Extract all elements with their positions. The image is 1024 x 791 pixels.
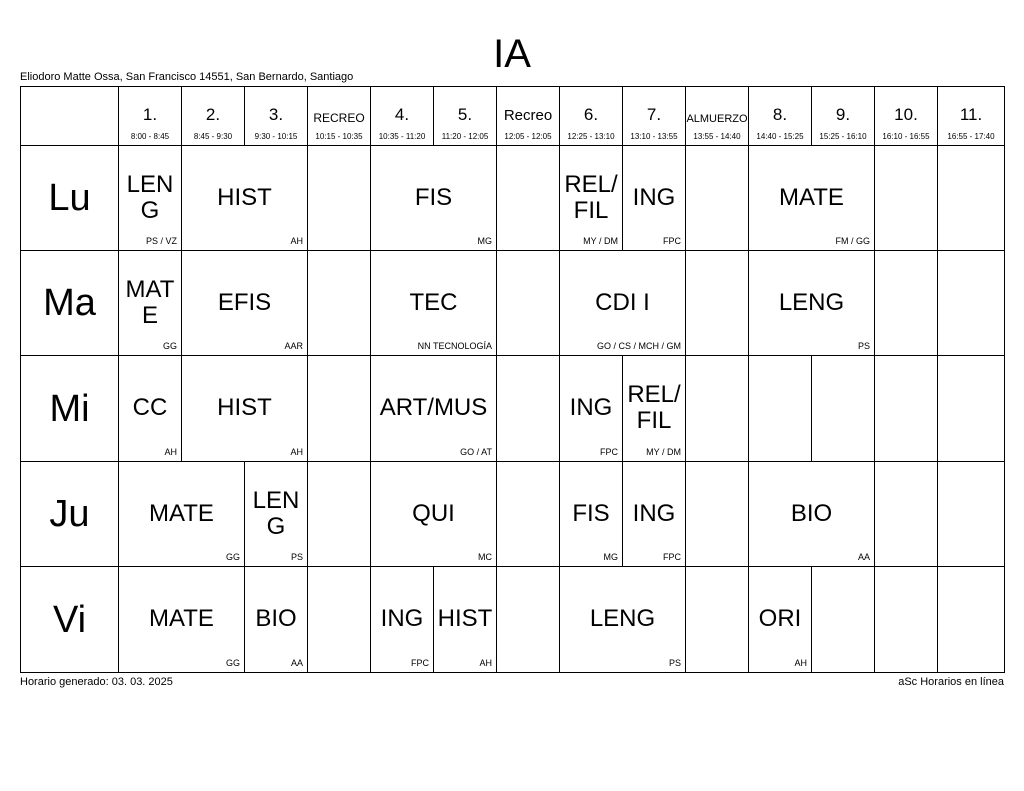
empty-slot — [874, 145, 938, 251]
lesson-subject: HIST — [217, 394, 272, 421]
day-label-cell — [20, 250, 119, 356]
lesson-teacher: MC — [478, 552, 492, 562]
empty-slot — [937, 145, 1005, 251]
lesson-subject: MATE — [149, 500, 214, 527]
period-time: 10:15 - 10:35 — [315, 132, 363, 141]
lesson-subject: REL/FIL — [564, 171, 618, 224]
lesson-subject: CDI I — [595, 289, 650, 316]
lesson-cell — [748, 145, 875, 251]
lesson-teacher: FM / GG — [835, 236, 870, 246]
lesson-cell — [622, 145, 686, 251]
lesson-teacher: FPC — [411, 658, 429, 668]
period-header — [559, 86, 623, 146]
day-label-cell — [20, 355, 119, 462]
lesson-cell — [559, 355, 623, 462]
lesson-teacher: FPC — [663, 552, 681, 562]
empty-slot — [874, 250, 938, 356]
empty-slot — [685, 145, 749, 251]
period-header — [811, 86, 875, 146]
period-time: 14:40 - 15:25 — [756, 132, 804, 141]
corner-cell — [20, 86, 119, 146]
period-label: 2. — [205, 105, 221, 124]
empty-slot — [685, 250, 749, 356]
lesson-cell — [181, 355, 308, 462]
lesson-subject: MATE — [125, 276, 175, 329]
period-header — [181, 86, 245, 146]
period-label: 11. — [959, 105, 983, 124]
lesson-teacher: AH — [290, 447, 303, 457]
lesson-subject: FIS — [572, 500, 610, 527]
lesson-teacher: AAR — [284, 341, 303, 351]
lesson-teacher: MG — [603, 552, 618, 562]
lesson-cell — [433, 566, 497, 673]
lesson-subject: ING — [380, 605, 424, 632]
lesson-subject: LENG — [589, 605, 656, 632]
timetable-title: IA — [493, 32, 531, 76]
period-time: 13:10 - 13:55 — [630, 132, 678, 141]
lesson-teacher: AH — [479, 658, 492, 668]
day-label: Lu — [48, 177, 91, 219]
period-header — [244, 86, 308, 146]
school-address: Eliodoro Matte Ossa, San Francisco 14551, San Bernardo, Santiago — [20, 71, 354, 83]
lesson-subject: ART/MUS — [379, 394, 488, 421]
empty-slot — [307, 566, 371, 673]
day-label-cell — [20, 461, 119, 567]
day-label: Ma — [43, 282, 96, 324]
lesson-cell — [370, 250, 497, 356]
day-label-cell — [20, 145, 119, 251]
lesson-teacher: MY / DM — [646, 447, 681, 457]
period-label: 7. — [646, 105, 662, 124]
empty-slot — [685, 461, 749, 567]
period-header — [874, 86, 938, 146]
lesson-teacher: GO / AT — [460, 447, 492, 457]
lesson-cell — [370, 355, 497, 462]
period-header — [937, 86, 1005, 146]
lesson-cell — [118, 355, 182, 462]
lesson-cell — [370, 566, 434, 673]
lesson-cell — [748, 461, 875, 567]
lesson-teacher: GG — [225, 552, 240, 562]
period-label: ALMUERZO — [686, 113, 748, 125]
lesson-cell — [181, 145, 308, 251]
period-label: 10. — [894, 105, 918, 124]
lesson-cell — [559, 461, 623, 567]
timetable-grid — [20, 86, 1004, 672]
lesson-subject: HIST — [437, 605, 493, 632]
lesson-subject: BIO — [255, 605, 297, 632]
lesson-subject: LENG — [126, 171, 174, 224]
empty-slot — [748, 355, 812, 462]
lesson-subject: MATE — [779, 184, 844, 211]
period-header — [118, 86, 182, 146]
period-time: 9:30 - 10:15 — [254, 132, 298, 141]
lesson-teacher: NN TECNOLOGÍA — [417, 341, 492, 351]
lesson-subject: QUI — [412, 500, 455, 527]
empty-slot — [937, 355, 1005, 462]
lesson-teacher: FPC — [600, 447, 618, 457]
period-header — [685, 86, 749, 146]
lesson-subject: ING — [632, 500, 676, 527]
day-label: Ju — [49, 493, 90, 535]
period-header — [748, 86, 812, 146]
period-header — [307, 86, 371, 146]
lesson-subject: MATE — [149, 605, 214, 632]
lesson-cell — [118, 250, 182, 356]
empty-slot — [937, 461, 1005, 567]
lesson-teacher: PS — [857, 341, 870, 351]
lesson-teacher: AH — [290, 236, 303, 246]
period-time: 8:00 - 8:45 — [130, 132, 170, 141]
lesson-teacher: GG — [162, 341, 177, 351]
empty-slot — [811, 566, 875, 673]
empty-slot — [496, 566, 560, 673]
lesson-cell — [118, 461, 245, 567]
lesson-teacher: FPC — [663, 236, 681, 246]
empty-slot — [811, 355, 875, 462]
period-time: 12:05 - 12:05 — [504, 132, 552, 141]
lesson-teacher: GG — [225, 658, 240, 668]
lesson-subject: LENG — [778, 289, 845, 316]
lesson-teacher: PS — [668, 658, 681, 668]
lesson-subject: BIO — [790, 500, 833, 527]
period-time: 16:10 - 16:55 — [882, 132, 930, 141]
lesson-subject: REL/FIL — [627, 381, 681, 434]
period-label: 5. — [457, 105, 473, 124]
lesson-cell — [559, 566, 686, 673]
lesson-cell — [118, 145, 182, 251]
lesson-cell — [118, 566, 245, 673]
lesson-subject: CC — [132, 394, 168, 421]
lesson-teacher: AA — [857, 552, 870, 562]
empty-slot — [307, 355, 371, 462]
lesson-cell — [244, 461, 308, 567]
lesson-cell — [181, 250, 308, 356]
lesson-cell — [622, 461, 686, 567]
period-time: 8:45 - 9:30 — [193, 132, 233, 141]
lesson-teacher: MY / DM — [583, 236, 618, 246]
lesson-subject: LENG — [252, 487, 300, 540]
empty-slot — [496, 145, 560, 251]
period-label: 8. — [772, 105, 788, 124]
period-label: Recreo — [503, 107, 553, 124]
period-label: 3. — [268, 105, 284, 124]
empty-slot — [496, 355, 560, 462]
empty-slot — [685, 566, 749, 673]
lesson-teacher: MG — [477, 236, 492, 246]
period-header — [370, 86, 434, 146]
vendor-credit: aSc Horarios en línea — [898, 676, 1004, 688]
day-label: Mi — [49, 387, 90, 430]
lesson-cell — [244, 566, 308, 673]
lesson-teacher: GO / CS / MCH / GM — [596, 341, 681, 351]
lesson-teacher: AA — [290, 658, 303, 668]
lesson-subject: ING — [569, 394, 613, 421]
period-time: 13:55 - 14:40 — [693, 132, 741, 141]
empty-slot — [937, 566, 1005, 673]
period-label: RECREO — [313, 111, 365, 125]
generated-date: Horario generado: 03. 03. 2025 — [20, 676, 173, 688]
empty-slot — [874, 355, 938, 462]
day-label-cell — [20, 566, 119, 673]
period-header — [622, 86, 686, 146]
lesson-subject: TEC — [409, 289, 458, 316]
empty-slot — [496, 250, 560, 356]
lesson-subject: ING — [632, 184, 676, 211]
period-label: 1. — [142, 105, 158, 124]
lesson-cell — [748, 250, 875, 356]
lesson-cell — [748, 566, 812, 673]
period-time: 16:55 - 17:40 — [947, 132, 995, 141]
empty-slot — [937, 250, 1005, 356]
period-time: 10:35 - 11:20 — [378, 132, 426, 141]
empty-slot — [874, 461, 938, 567]
empty-slot — [307, 461, 371, 567]
empty-slot — [874, 566, 938, 673]
period-label: 9. — [835, 105, 851, 124]
empty-slot — [685, 355, 749, 462]
period-header — [433, 86, 497, 146]
lesson-subject: HIST — [217, 184, 272, 211]
lesson-subject: FIS — [414, 184, 453, 211]
lesson-subject: ORI — [758, 605, 802, 632]
lesson-cell — [622, 355, 686, 462]
period-time: 12:25 - 13:10 — [567, 132, 615, 141]
period-label: 4. — [394, 105, 410, 124]
empty-slot — [496, 461, 560, 567]
lesson-cell — [559, 145, 623, 251]
period-header — [496, 86, 560, 146]
lesson-cell — [370, 145, 497, 251]
lesson-subject: EFIS — [217, 289, 272, 316]
lesson-teacher: PS / VZ — [145, 236, 177, 246]
period-time: 11:20 - 12:05 — [441, 132, 489, 141]
lesson-cell — [559, 250, 686, 356]
lesson-teacher: AH — [164, 447, 177, 457]
lesson-teacher: PS — [290, 552, 303, 562]
empty-slot — [307, 250, 371, 356]
period-label: 6. — [583, 105, 599, 124]
lesson-cell — [370, 461, 497, 567]
period-time: 15:25 - 16:10 — [819, 132, 867, 141]
day-label: Vi — [52, 598, 87, 641]
lesson-teacher: AH — [794, 658, 807, 668]
empty-slot — [307, 145, 371, 251]
